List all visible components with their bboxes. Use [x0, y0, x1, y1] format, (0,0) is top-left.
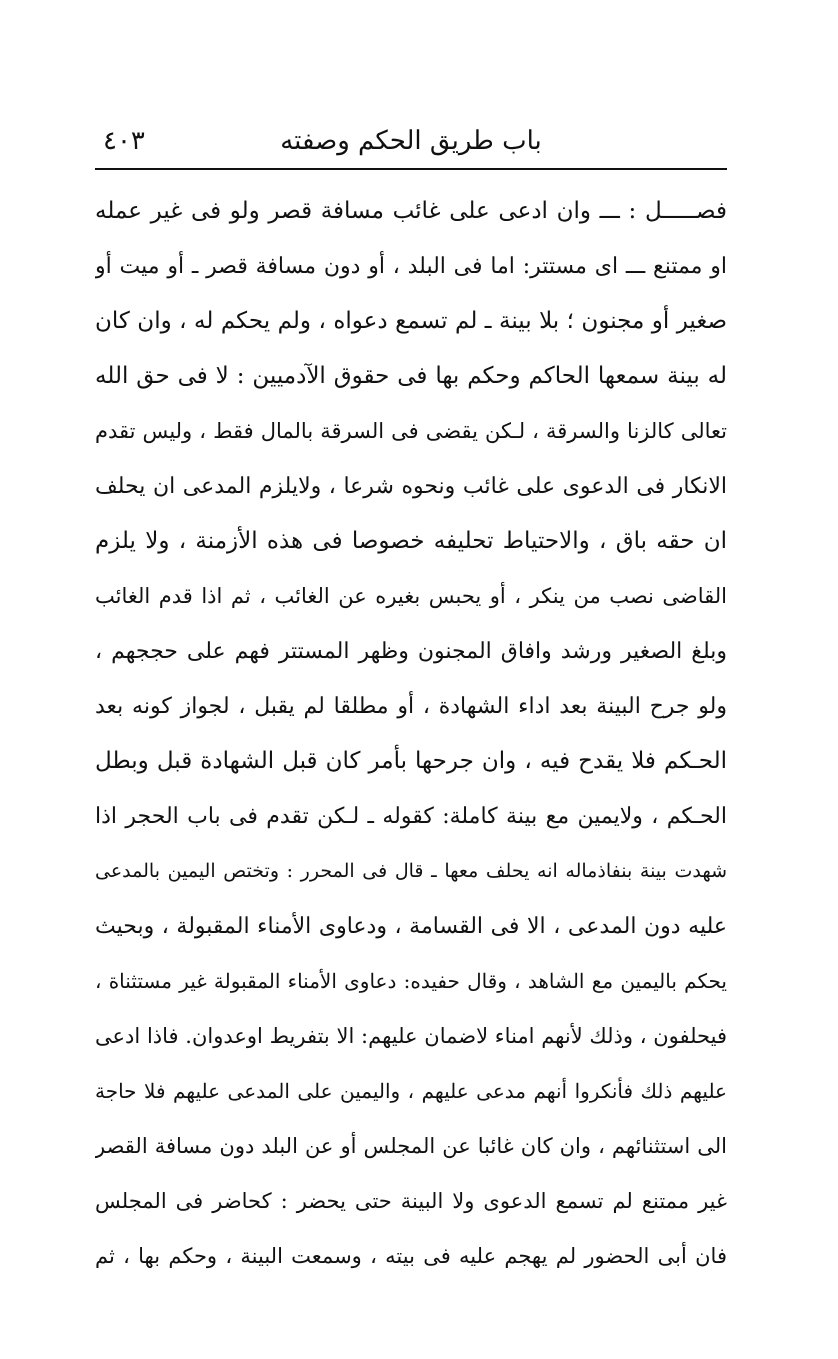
text-line: عليه دون المدعى ، الا فى القسامة ، ودعاوى الأمناء المقبولة ، وبحيث [95, 914, 727, 939]
text-line: صغير أو مجنون ؛ بلا بينة ـ لم تسمع دعواه ، ولم يحكم له ، وان كان [95, 308, 727, 334]
text-line: الحـكم ، ولايمين مع بينة كاملة: كقوله ـ لـكن تقدم فى باب الحجر اذا [95, 804, 727, 829]
text-line: ولو جرح البينة بعد اداء الشهادة ، أو مطلقا لم يقبل ، لجواز كونه بعد [95, 694, 727, 719]
text-line: القاضى نصب من ينكر ، أو يحبس بغيره عن الغائب ، ثم اذا قدم الغائب [95, 584, 727, 608]
text-line: فصـــــل : ـــ وان ادعى على غائب مسافة قصر ولو فى غير عمله [95, 198, 727, 224]
page-number: ٤٠٣ [103, 126, 145, 156]
running-title: باب طريق الحكم وصفته [280, 126, 542, 156]
text-line: الانكار فى الدعوى على غائب ونحوه شرعا ، ولايلزم المدعى ان يحلف [95, 474, 727, 499]
text-line: يحكم باليمين مع الشاهد ، وقال حفيده: دعاوى الأمناء المقبولة غير مستثناة ، [95, 969, 727, 993]
text-line: الى استثنائهم ، وان كان غائبا عن المجلس أو عن البلد دون مسافة القصر [95, 1134, 727, 1158]
text-line: وبلغ الصغير ورشد وافاق المجنون وظهر المستتر فهم على حججهم ، [95, 639, 727, 664]
text-line: فيحلفون ، وذلك لأنهم امناء لاضمان عليهم: الا بتفريط اوعدوان. فاذا ادعى [95, 1024, 727, 1048]
text-line: عليهم ذلك فأنكروا أنهم مدعى عليهم ، واليمين على المدعى عليهم فلا حاجة [95, 1079, 727, 1103]
text-line: او ممتنع ـــ اى مستتر: اما فى البلد ، أو دون مسافة قصر ـ أو ميت أو [95, 254, 727, 279]
text-line: تعالى كالزنا والسرقة ، لـكن يقضى فى السرقة بالمال فقط ، وليس تقدم [95, 419, 727, 443]
text-line: شهدت بينة بنفاذماله انه يحلف معها ـ قال فى المحرر : وتختص اليمين بالمدعى [95, 860, 727, 882]
body-text [95, 184, 727, 1284]
book-page [95, 120, 727, 1284]
text-line: غير ممتنع لم تسمع الدعوى ولا البينة حتى يحضر : كحاضر فى المجلس [95, 1189, 727, 1213]
text-line: فان أبى الحضور لم يهجم عليه فى بيته ، وسمعت البينة ، وحكم بها ، ثم [95, 1244, 727, 1268]
text-line: له بينة سمعها الحاكم وحكم بها فى حقوق الآدميين : لا فى حق الله [95, 363, 727, 389]
text-line: ان حقه باق ، والاحتياط تحليفه خصوصا فى هذه الأزمنة ، ولا يلزم [95, 528, 727, 554]
text-line: الحـكم فلا يقدح فيه ، وان جرحها بأمر كان قبل الشهادة قبل وبطل [95, 748, 727, 774]
page-header [95, 120, 727, 170]
